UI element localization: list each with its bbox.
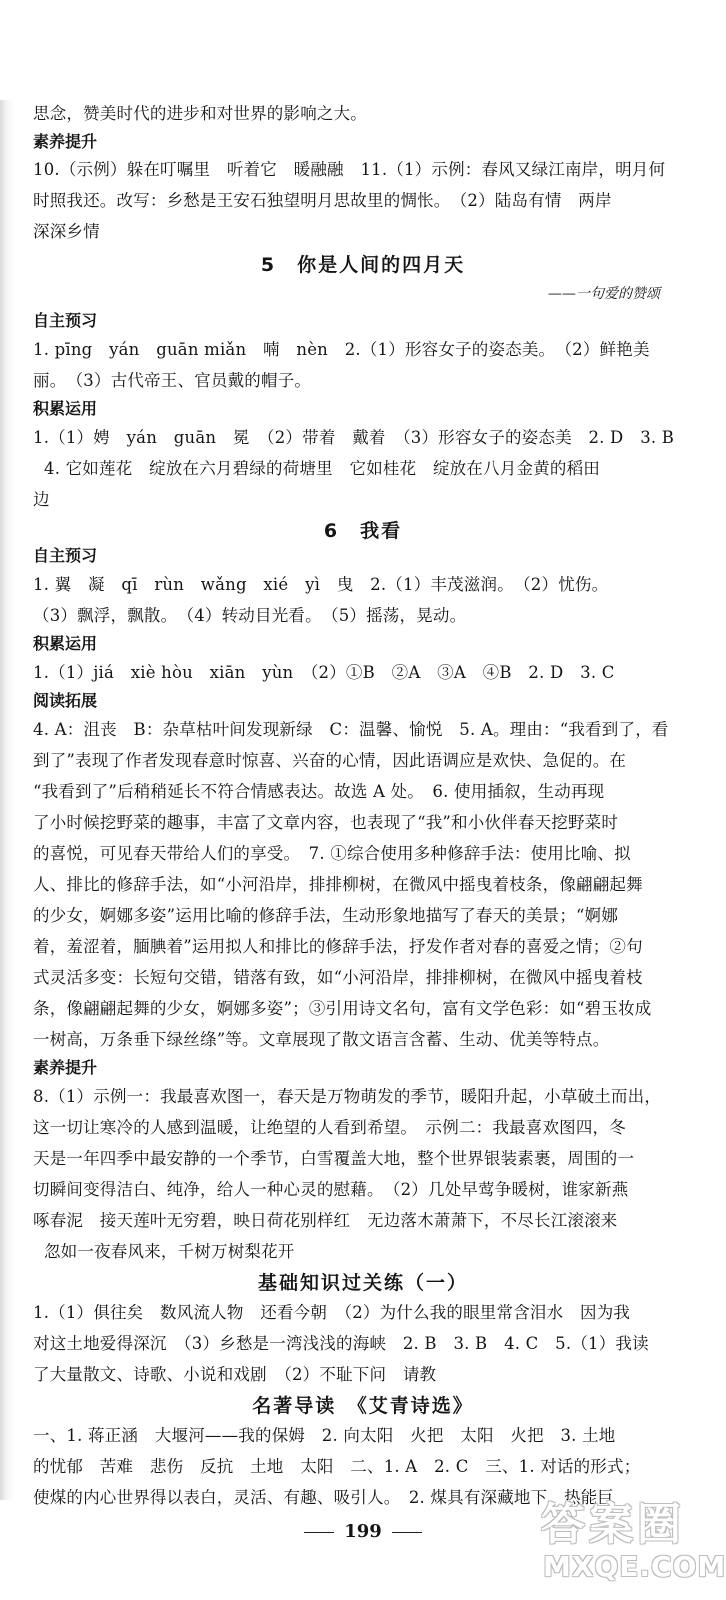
text-line: 一、1. 蒋正涵 大堰河——我的保姆 2. 向太阳 火把 太阳 火把 3. 土地	[33, 1426, 616, 1445]
page-number-dash-right	[392, 1532, 422, 1533]
text-line: 了小时候挖野菜的趣事，丰富了文章内容，也表现了“我”和小伙伴春天挖野菜时	[33, 813, 619, 832]
text-line: 着，羞涩着，腼腆着”运用拟人和排比的修辞手法，抒发作者对春的喜爱之情；②句	[33, 937, 643, 956]
section-heading-zizhu: 自主预习	[33, 311, 98, 330]
text-line: 人、排比的修辞手法，如“小河沿岸，排排柳树，在微风中摇曳着枝条，像翩翩起舞	[33, 875, 643, 894]
text-line: 的忧郁 苦难 悲伤 反抗 土地 太阳 二、1. A 2. C 三、1. 对话的形式；	[33, 1457, 641, 1476]
section-heading-suyang: 素养提升	[33, 132, 98, 151]
text-line: 忽如一夜春风来，千树万树梨花开	[44, 1242, 295, 1261]
text-line: 丽。 （3）古代帝王、官员戴的帽子。	[33, 371, 312, 390]
watermark-logo	[541, 1488, 726, 1593]
text-line: 啄春泥 接天莲叶无穷碧，映日荷花别样红 无边落木萧萧下，不尽长江滚滚来	[33, 1211, 618, 1230]
watermark-main-text: 答案圈	[541, 1499, 685, 1550]
text-line: 了大量散文、诗歌、小说和戏剧 （2）不耻下问 请教	[33, 1365, 437, 1384]
text-line: 条，像翩翩起舞的少女，婀娜多姿”；③引用诗文名句，富有文学色彩：如“碧玉妆成	[33, 999, 652, 1018]
text-line: 一树高，万条垂下绿丝绦”等。文章展现了散文语言含蓄、生动、优美等特点。	[33, 1030, 610, 1049]
text-line: 4. A：沮丧 B：杂草枯叶间发现新绿 C：温馨、愉悦 5. A。理由：“我看到了，看	[33, 720, 669, 739]
text-line: 8.（1）示例一：我最喜欢图一，春天是万物萌发的季节，暖阳升起，小草破土而出，	[33, 1087, 662, 1106]
text-line: 深深乡情	[33, 222, 100, 241]
lesson-5-title: 5 你是人间的四月天	[260, 254, 466, 276]
page-number-value: 199	[344, 1521, 382, 1542]
text-line: 1.（1）娉 yán guān 冕 （2）带着 戴着 （3）形容女子的姿态美 2. D 3. B	[33, 428, 675, 447]
page-number-dash-left	[304, 1532, 334, 1533]
text-line: （3）飘浮，飘散。 （4）转动目光看。 （5）摇荡，晃动。	[33, 606, 467, 625]
text-line: 的少女，婀娜多姿”运用比喻的修辞手法，生动形象地描写了春天的美景；“婀娜	[33, 906, 619, 925]
text-line: 时照我还。改写：乡愁是王安石独望明月思故里的惆怅。 （2）陆岛有情 两岸	[33, 191, 612, 210]
text-line: 思念，赞美时代的进步和对世界的影响之大。	[33, 104, 367, 123]
watermark-url: MXQE.COM	[543, 1550, 726, 1583]
classic-reading-title: 名著导读 《艾青诗选》	[252, 1395, 474, 1417]
text-line: 1.（1）俱往矣 数风流人物 还看今朝 （2）为什么我的眼里常含泪水 因为我	[33, 1303, 631, 1322]
text-line: 1. pīng yán guān miǎn 喃 nèn 2.（1）形容女子的姿态美。 （2）鲜艳美	[33, 340, 650, 359]
text-line: 使煤的内心世界得以表白，灵活、有趣、吸引人。 2. 煤具有深藏地下、热能巨	[33, 1488, 615, 1507]
section-heading-suyang: 素养提升	[33, 1058, 98, 1077]
lesson-5-subtitle: ——一句爱的赞颂	[548, 286, 660, 302]
text-line: 1. 翼 凝 qī rùn wǎng xié yì 曳 2.（1）丰茂滋润。 （2）忧伤。	[33, 575, 609, 594]
text-line: 边	[33, 490, 50, 509]
section-heading-jilei: 积累运用	[33, 399, 98, 418]
text-line: 的喜悦，可见春天带给人们的享受。 7. ①综合使用多种修辞手法：使用比喻、拟	[33, 844, 631, 863]
text-line: 对这土地爱得深沉 （3）乡愁是一湾浅浅的海峡 2. B 3. B 4. C 5.（1）我读	[33, 1334, 649, 1353]
text-line: 切瞬间变得洁白、纯净，给人一种心灵的慰藉。 （2）几处早莺争暖树，谁家新燕	[33, 1180, 629, 1199]
text-line: 4. 它如莲花 绽放在六月碧绿的荷塘里 它如桂花 绽放在八月金黄的稻田	[44, 459, 600, 478]
text-line: 天是一年四季中最安静的一个季节，白雪覆盖大地，整个世界银装素裹，周围的一	[33, 1149, 635, 1168]
section-heading-yuedu: 阅读拓展	[33, 691, 98, 710]
text-line: 式灵活多变：长短句交错，错落有致，如“小河沿岸，排排柳树，在微风中摇曳着枝	[33, 968, 643, 987]
section-heading-zizhu: 自主预习	[33, 546, 98, 565]
text-line: 1.（1）jiá xiè hòu xiān yùn （2）①B ②A ③A ④B 2. D 3. C	[33, 663, 615, 682]
lesson-6-title: 6 我看	[323, 520, 403, 542]
section-heading-jilei: 积累运用	[33, 634, 98, 653]
text-line: “我看到了”后稍稍延长不符合情感表达。故选 A 处。 6. 使用插叙，生动再现	[33, 782, 605, 801]
text-line: 10.（示例）躲在叮嘱里 听着它 暖融融 11.（1）示例：春风又绿江南岸，明月何	[33, 160, 666, 179]
text-line: 到了”表现了作者发现春意时惊喜、兴奋的心情，因此语调应是欢快、急促的。在	[33, 751, 627, 770]
text-line: 这一切让寒冷的人感到温暖，让绝望的人看到希望。 示例二：我最喜欢图四，冬	[33, 1118, 626, 1137]
basic-practice-title: 基础知识过关练（一）	[257, 1272, 468, 1294]
